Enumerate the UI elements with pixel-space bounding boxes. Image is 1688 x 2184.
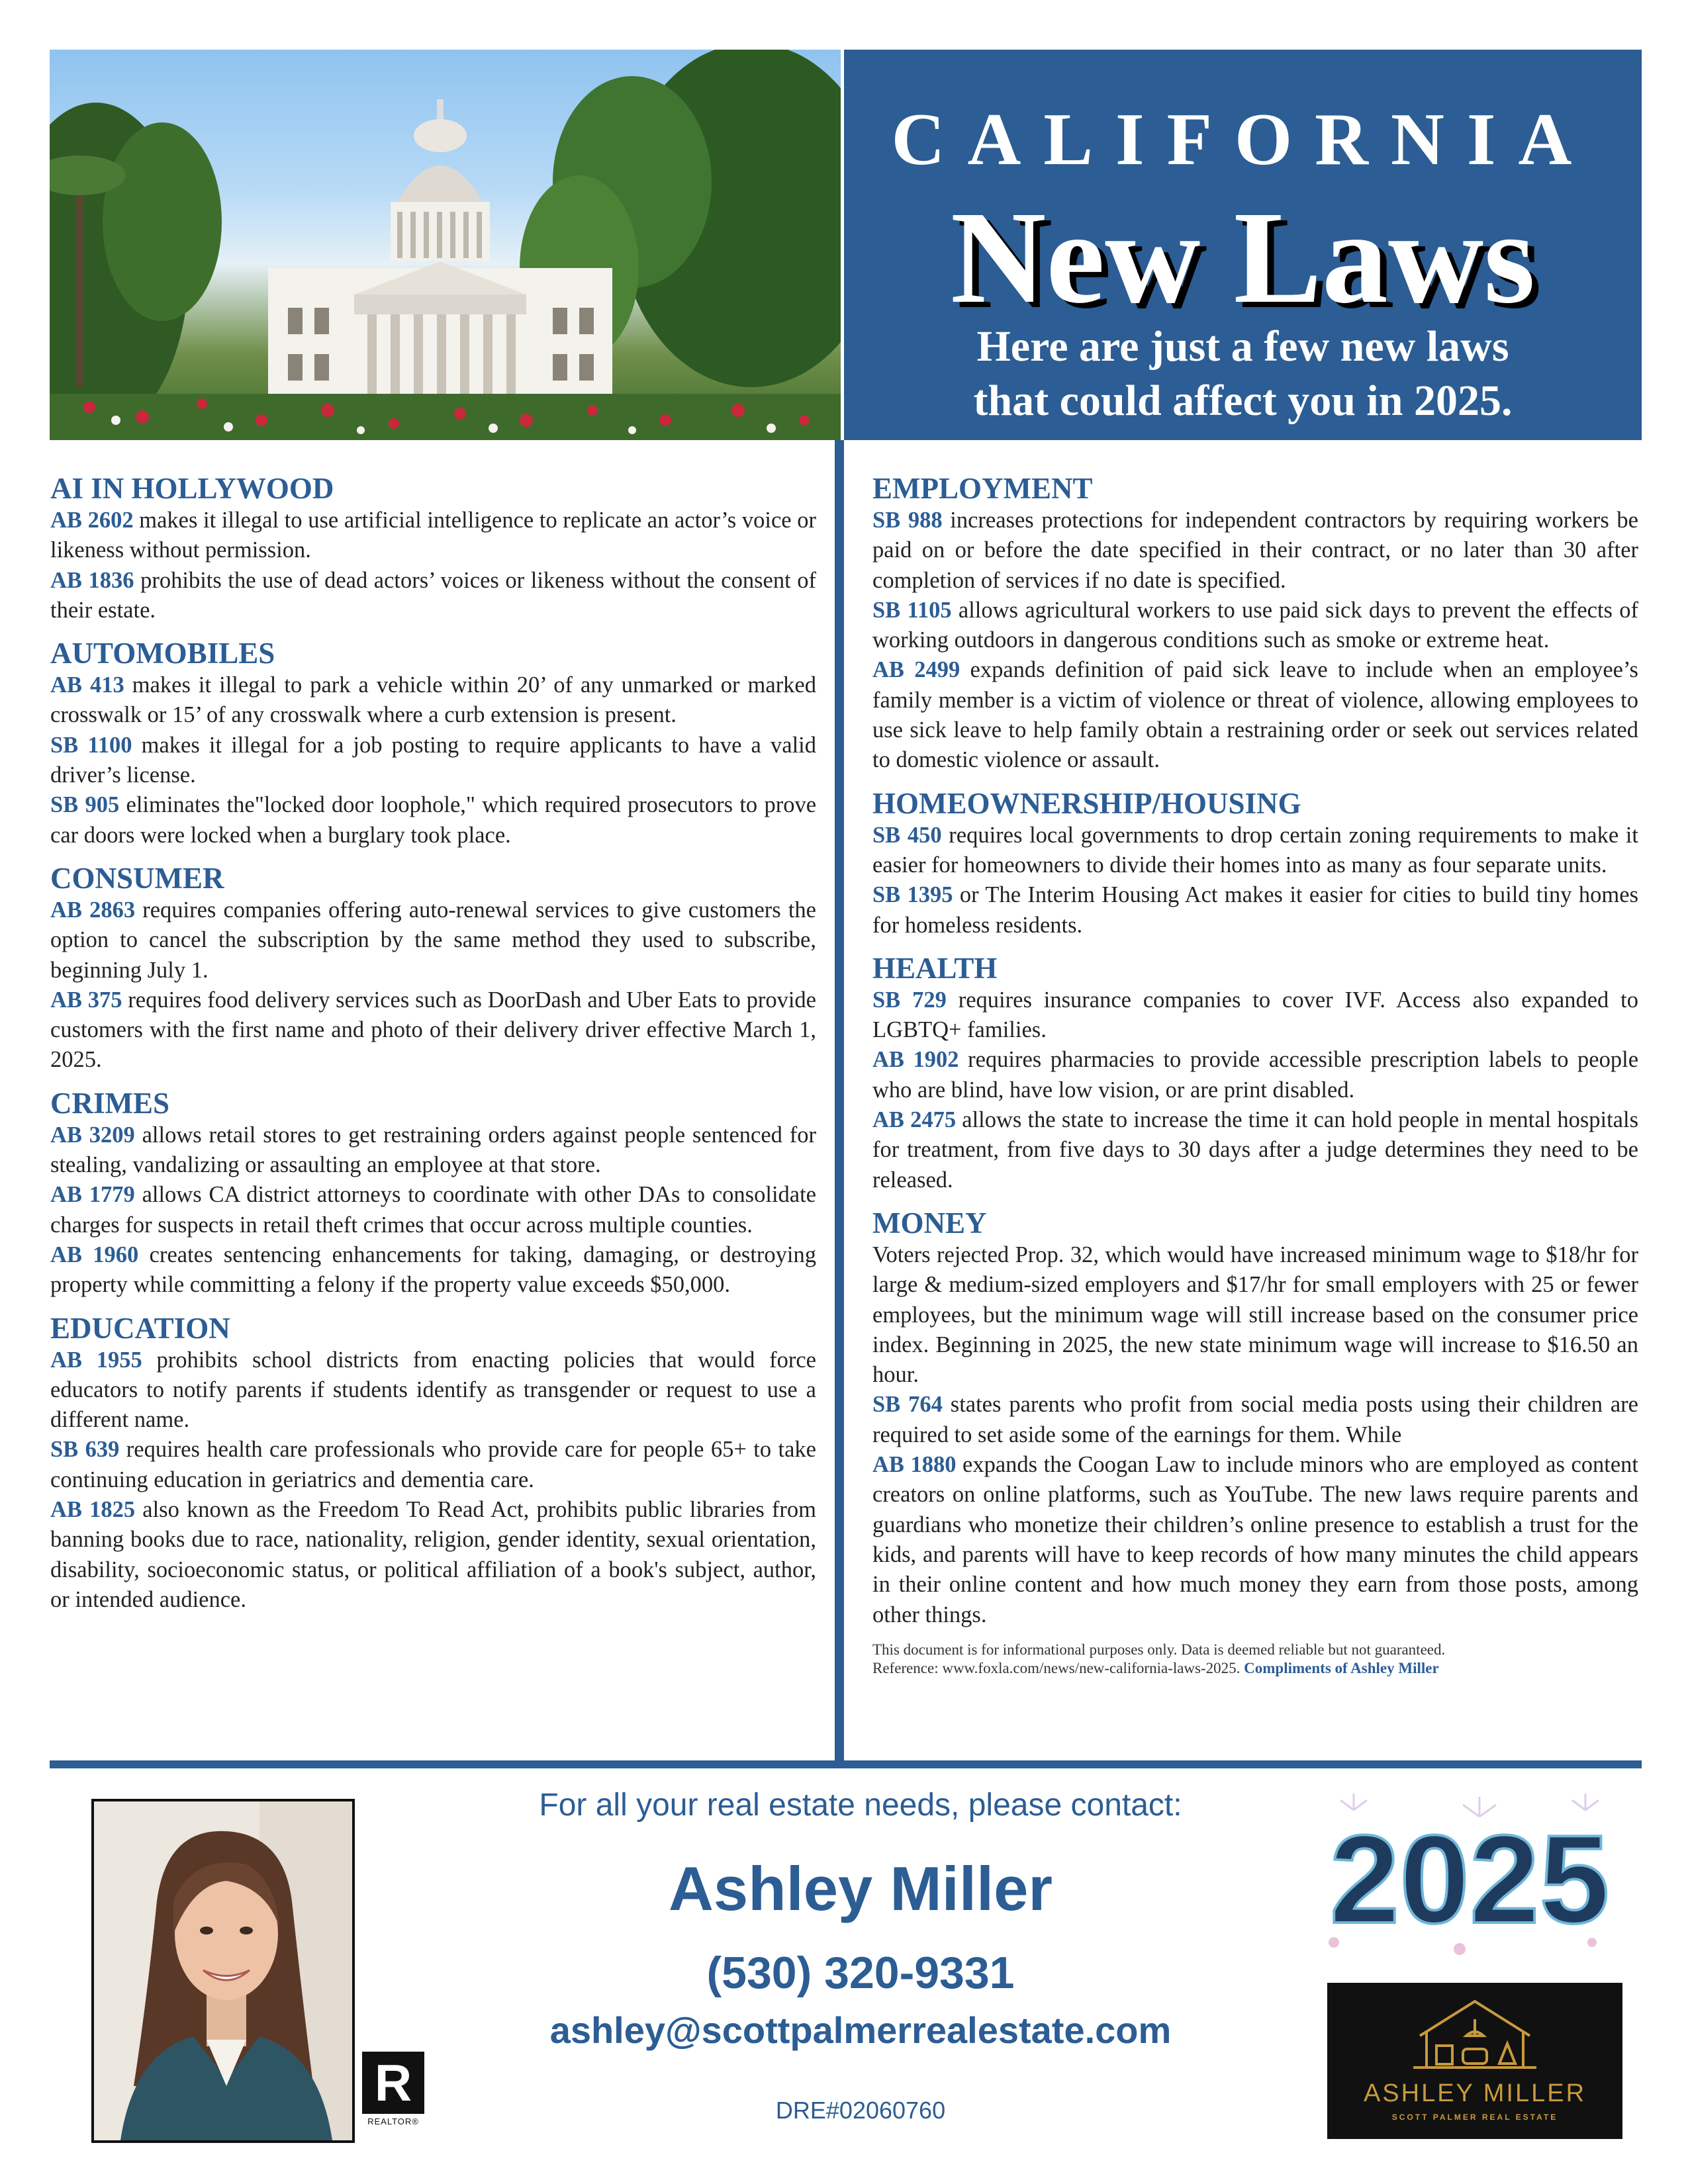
- agent-headshot: [91, 1799, 355, 2143]
- bill-code: AB 1955: [50, 1347, 142, 1373]
- subtitle-line-2: that could affect you in 2025.: [973, 377, 1513, 425]
- law-item: [50, 790, 816, 850]
- section-heading: MONEY: [872, 1206, 987, 1240]
- bill-text: expands definition of paid sick leave to include when an employee’s family member is a victim of violence or threat of violence, allowing employees to use sick leave to help family obtain a restraining order or seek out services related to domestic violence or assault.: [872, 657, 1638, 773]
- fireworks-2025-graphic: [1314, 1790, 1625, 1969]
- section-education: [50, 1311, 816, 1615]
- law-item: [50, 1495, 816, 1615]
- realtor-label: REALTOR®: [367, 2116, 419, 2126]
- right-column: [872, 471, 1638, 1678]
- bill-text: creates sentencing enhancements for taking, damaging, or destroying property while committing a felony if the property value exceeds $50,000.: [50, 1242, 816, 1298]
- bill-text: also known as the Freedom To Read Act, prohibits public libraries from banning books due to race, nationality, religion, gender identity, sexual orientation, disability, socioeconomic status, or political affiliation of a book's subject, author, or intended audience.: [50, 1497, 816, 1612]
- law-item: [50, 566, 816, 626]
- bill-text: increases protections for independent contractors by requiring workers be paid on or before the date specified in their contract, or no later than 30 after completion of services if no date is specified.: [872, 508, 1638, 593]
- law-item: [50, 985, 816, 1075]
- subtitle: [844, 320, 1642, 428]
- bill-code: SB 905: [50, 792, 120, 818]
- bill-text: requires companies offering auto-renewal services to give customers the option to cancel the subscription by the same method they used to subscribe, beginning July 1.: [50, 897, 816, 983]
- law-item: [872, 506, 1638, 596]
- bill-code: SB 764: [872, 1392, 943, 1418]
- law-item: [872, 1105, 1638, 1195]
- law-item: [50, 895, 816, 985]
- section-heading: HOMEOWNERSHIP/HOUSING: [872, 786, 1301, 820]
- law-item: [50, 1120, 816, 1181]
- bill-text: allows agricultural workers to use paid sick days to prevent the effects of working outdoors in dangerous conditions such as smoke or extreme heat.: [872, 597, 1639, 653]
- bill-code: SB 1395: [872, 882, 953, 908]
- bill-text: prohibits the use of dead actors’ voices or likeness without the consent of their estate.: [50, 567, 816, 623]
- section-heading: CRIMES: [50, 1086, 170, 1120]
- bill-text: or The Interim Housing Act makes it easier for cities to build tiny homes for homeless residents.: [872, 882, 1638, 938]
- bill-code: SB 1100: [50, 732, 132, 758]
- subtitle-line-1: Here are just a few new laws: [976, 322, 1509, 371]
- section-heading: HEALTH: [872, 951, 998, 985]
- law-item: [872, 1450, 1638, 1630]
- law-item: [50, 1345, 816, 1435]
- section-heading: EMPLOYMENT: [872, 472, 1093, 505]
- law-item: [872, 655, 1638, 775]
- bill-text: allows the state to increase the time it can hold people in mental hospitals for treatment, from five days to 30 days after a judge determines they need to be released.: [872, 1107, 1638, 1193]
- section-money: [872, 1206, 1638, 1630]
- bill-text: allows retail stores to get restraining orders against people sentenced for stealing, vandalizing or assaulting an employee at that store.: [50, 1122, 816, 1178]
- capitol-photo: [50, 50, 841, 440]
- bill-code: AB 2499: [872, 657, 961, 683]
- section-heading: CONSUMER: [50, 861, 224, 895]
- bill-text: requires health care professionals who provide care for people 65+ to take continuing education in geriatrics and dementia care.: [50, 1437, 816, 1492]
- bill-code: AB 1960: [50, 1242, 139, 1267]
- section-heading: AI IN HOLLYWOOD: [50, 472, 334, 505]
- bill-text: Voters rejected Prop. 32, which would have increased minimum wage to $18/hr for large & medium-sized employers and $17/hr for small employers with 25 or fewer employees, but the minimum wage will still increase based on the consumer price index. Beginning in 2025, the new state minimum wage will increase to $16.50 an hour.: [872, 1242, 1638, 1388]
- capitol-illustration: [50, 50, 841, 440]
- law-item: [50, 1435, 816, 1495]
- brand-logo: [1327, 1983, 1622, 2139]
- column-divider: [835, 440, 844, 1764]
- contact-lead: For all your real estate needs, please contact:: [539, 1788, 1182, 1823]
- year-2025-logo: [1314, 1790, 1625, 1969]
- bill-text: requires food delivery services such as DoorDash and Uber Eats to provide customers with the first name and photo of their delivery driver effective March 1, 2025.: [50, 987, 816, 1073]
- bill-code: AB 1902: [872, 1047, 959, 1073]
- bill-code: AB 2863: [50, 897, 136, 923]
- compliments-text: Compliments of Ashley Miller: [1244, 1659, 1439, 1676]
- disclaimer-line-2: [872, 1659, 1638, 1678]
- bill-text: eliminates the"locked door loophole," which required prosecutors to prove car doors were locked when a burglary took place.: [50, 792, 817, 848]
- section-health: [872, 951, 1638, 1195]
- left-column: [50, 471, 816, 1625]
- law-item: [50, 731, 816, 791]
- law-item: [872, 880, 1638, 940]
- bill-text: requires local governments to drop certain zoning requirements to make it easier for homeowners to divide their homes into as many as four separate units.: [872, 822, 1638, 878]
- bill-text: requires pharmacies to provide accessible prescription labels to people who are blind, have low vision, or are print disabled.: [872, 1047, 1639, 1103]
- brand-name: ASHLEY MILLER: [1363, 2079, 1587, 2107]
- law-item: [50, 1240, 816, 1300]
- law-item: [872, 1045, 1638, 1105]
- bill-code: AB 3209: [50, 1122, 135, 1148]
- bill-code: AB 2602: [50, 508, 134, 533]
- bill-code: AB 375: [50, 987, 122, 1013]
- agent-email[interactable]: ashley@scottpalmerrealestate.com: [549, 2009, 1172, 2051]
- footer-rule: [50, 1760, 1642, 1768]
- section-ai-in-hollywood: [50, 471, 816, 625]
- bill-code: AB 1836: [50, 567, 134, 593]
- brand-subtitle: SCOTT PALMER REAL ESTATE: [1391, 2113, 1558, 2122]
- section-automobiles: [50, 636, 816, 850]
- section-crimes: [50, 1086, 816, 1300]
- law-item: [50, 1180, 816, 1240]
- bill-text: allows CA district attorneys to coordinate with other DAs to consolidate charges for suspects in retail theft crimes that occur across multiple counties.: [50, 1182, 816, 1238]
- section-heading: EDUCATION: [50, 1311, 230, 1345]
- law-item: [872, 985, 1638, 1046]
- headshot-illustration: [94, 1801, 352, 2140]
- bill-code: AB 1779: [50, 1182, 135, 1208]
- reference-text: Reference: www.foxla.com/news/new-california-laws-2025.: [872, 1659, 1244, 1676]
- bill-code: AB 2475: [872, 1107, 957, 1133]
- bill-text: prohibits school districts from enacting policies that would force educators to notify parents if students identify as transgender or request to use a different name.: [50, 1347, 816, 1433]
- house-icon: [1327, 1983, 1622, 2082]
- bill-text: expands the Coogan Law to include minors who are employed as content creators on online platforms, such as YouTube. The new laws require parents and guardians who monetize their children’s online presence to establish a trust for the kids, and parents will have to keep records of how many minutes the child appears in their online content and how much money they earn from those posts, among other things.: [872, 1452, 1638, 1627]
- law-item: [50, 506, 816, 566]
- section-consumer: [50, 861, 816, 1075]
- bill-code: SB 729: [872, 987, 947, 1013]
- agent-phone[interactable]: (530) 320-9331: [706, 1948, 1015, 1998]
- section-homeownership-housing: [872, 786, 1638, 940]
- law-item: [872, 1240, 1638, 1390]
- disclaimer-line-1: This document is for informational purposes only. Data is deemed reliable but not guaranteed.: [872, 1641, 1446, 1658]
- title-panel: [844, 50, 1642, 440]
- law-item: [50, 670, 816, 731]
- bill-text: makes it illegal to park a vehicle within 20’ of any unmarked or marked crosswalk or 15’ of any crosswalk where a curb extension is present.: [50, 672, 816, 728]
- bill-code: SB 988: [872, 508, 943, 533]
- bill-code: AB 1880: [872, 1452, 957, 1478]
- dre-number: DRE#02060760: [775, 2097, 946, 2124]
- kicker-title: CALIFORNIA: [891, 99, 1595, 181]
- agent-name: Ashley Miller: [669, 1854, 1053, 1923]
- bill-code: SB 639: [50, 1437, 120, 1463]
- bill-text: requires insurance companies to cover IVF. Access also expanded to LGBTQ+ families.: [872, 987, 1639, 1043]
- realtor-r: R: [374, 2054, 412, 2112]
- bill-code: SB 450: [872, 822, 942, 848]
- bill-code: SB 1105: [872, 597, 952, 623]
- bill-text: states parents who profit from social media posts using their children are required to set aside some of the earnings for them. While: [872, 1392, 1638, 1447]
- section-heading: AUTOMOBILES: [50, 637, 275, 670]
- law-item: [872, 821, 1638, 881]
- disclaimer: [872, 1641, 1638, 1678]
- law-item: [872, 1390, 1638, 1450]
- section-employment: [872, 471, 1638, 776]
- main-title: New Laws: [950, 185, 1536, 331]
- bill-text: makes it illegal to use artificial intelligence to replicate an actor’s voice or likeness without permission.: [50, 508, 816, 563]
- law-item: [872, 596, 1638, 656]
- year-2025-text: 2025: [1329, 1809, 1610, 1950]
- bill-code: AB 1825: [50, 1497, 136, 1523]
- bill-text: makes it illegal for a job posting to require applicants to have a valid driver’s license.: [50, 732, 816, 788]
- bill-code: AB 413: [50, 672, 124, 698]
